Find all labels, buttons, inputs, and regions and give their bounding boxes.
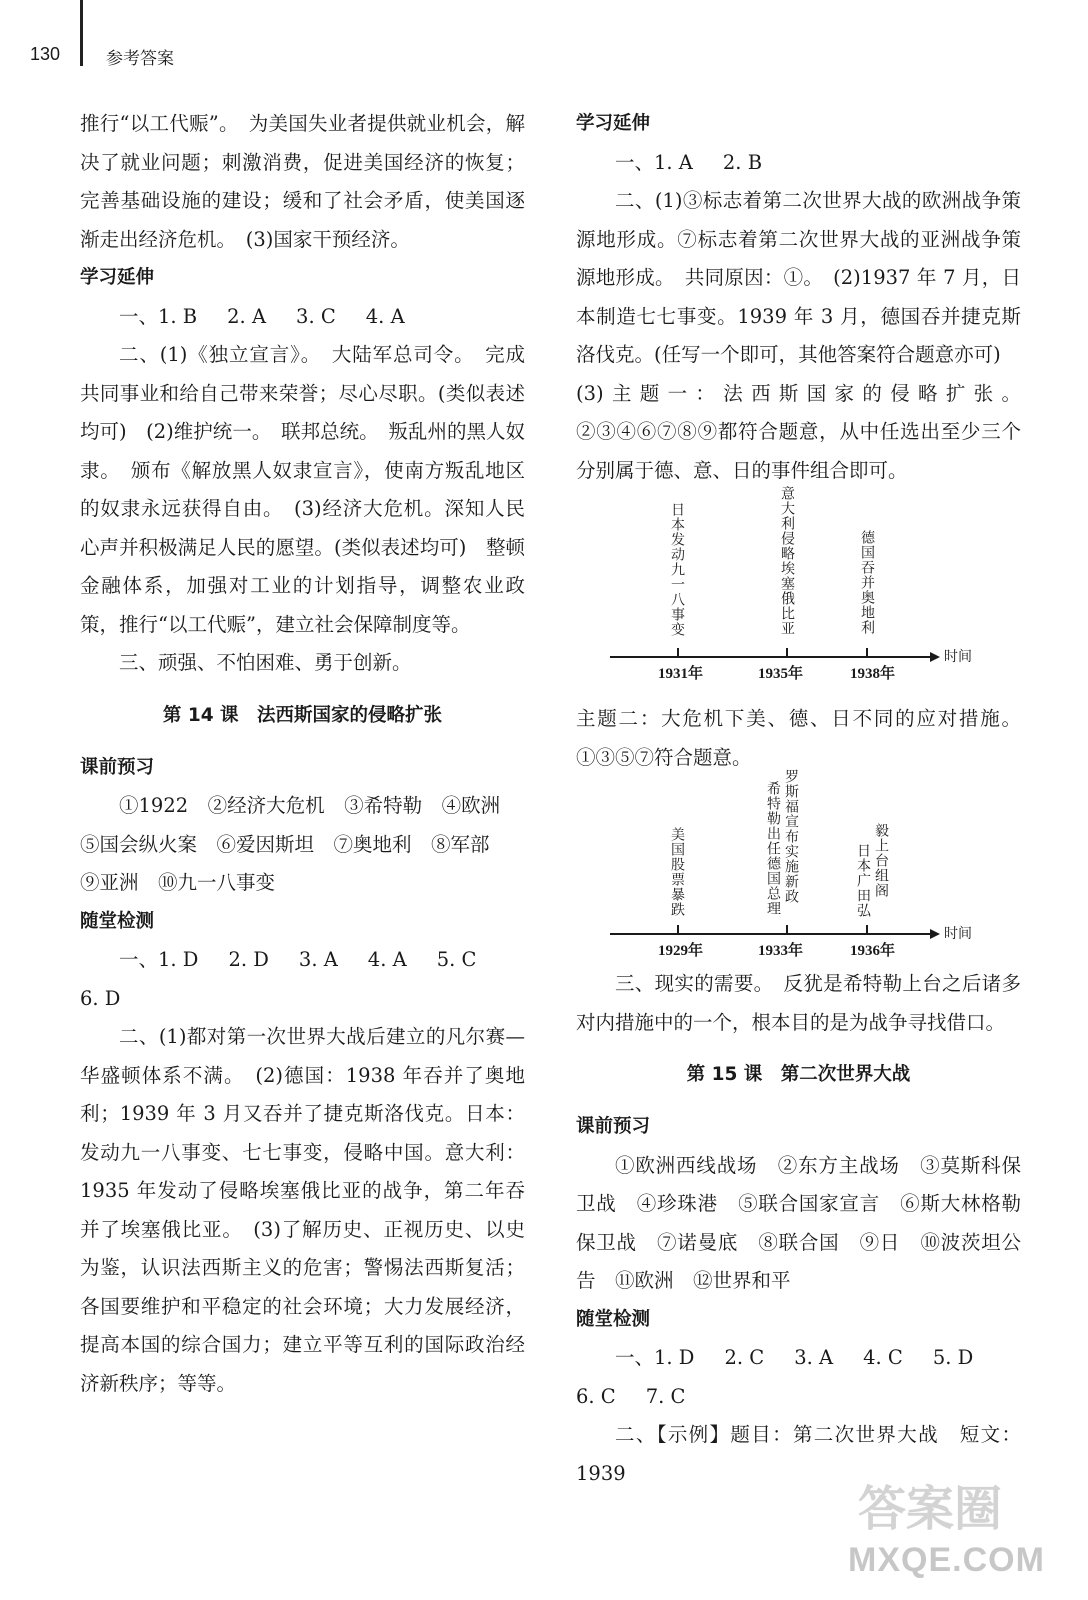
mc-answers xyxy=(576,144,1021,183)
timeline-year: 1931年 xyxy=(658,666,704,682)
mc-answer: 6. D xyxy=(80,986,121,1010)
arrow-right-icon xyxy=(930,929,940,939)
watermark-site: MXQE.COM xyxy=(848,1541,1045,1579)
answer-paragraph: 三、现实的需要。 反犹是希特勒上台之后诸多对内措施中的一个，根本目的是为战争寻找借口。 xyxy=(576,972,1021,1034)
timeline-event-label: 意大利侵略埃塞俄比亚 xyxy=(779,486,795,636)
timeline-axis xyxy=(610,656,930,658)
mc-answer: 3. A xyxy=(298,948,338,971)
timeline-event-label: 日本发动九一八事变 xyxy=(669,502,685,637)
answer-paragraph: 主题二：大危机下美、德、日不同的应对措施。①③⑤⑦符合题意。 xyxy=(576,707,1021,769)
mc-answer: 2. C xyxy=(724,1346,765,1369)
timeline-event-label: 日本广田弘 xyxy=(855,843,871,918)
timeline-event-label: 罗斯福宣布实施新政 xyxy=(783,769,799,904)
timeline-event-label: 美国股票暴跌 xyxy=(669,827,685,917)
answer-paragraph: 三、顽强、不怕困难、勇于创新。 xyxy=(119,651,412,674)
lesson-title-14: 第 14 课 法西斯国家的侵略扩张 xyxy=(162,704,443,726)
header-title: 参考答案 xyxy=(106,49,174,69)
mc-answer: 一、1. B xyxy=(119,304,198,328)
mc-answer: 2. A xyxy=(227,304,267,328)
section-heading-check: 随堂检测 xyxy=(576,1308,651,1330)
mc-answer: 4. A xyxy=(365,304,405,328)
mc-answers xyxy=(80,941,525,980)
answer-paragraph: 二、【示例】题目：第二次世界大战 短文：1939 xyxy=(576,1423,1021,1485)
answer-paragraph: (3)主题一：法西斯国家的侵略扩张。②③④⑥⑦⑧⑨都符合题意，从中任选出至少三个分别属于德、意、日的事件组合即可。 xyxy=(576,381,1021,482)
timeline-year: 1938年 xyxy=(850,666,896,682)
timeline-year: 1929年 xyxy=(658,943,704,959)
header-rule xyxy=(80,0,83,66)
mc-answer: 5. C xyxy=(436,948,477,971)
mc-answer: 一、1. A xyxy=(615,150,693,174)
page-number: 130 xyxy=(30,44,61,64)
mc-answer: 7. C xyxy=(645,1384,686,1408)
timeline-year: 1936年 xyxy=(850,943,896,959)
mc-answers xyxy=(576,1339,1021,1378)
answer-paragraph: 推行“以工代赈”。 为美国失业者提供就业机会，解决了就业问题；刺激消费，促进美国经济的恢复；完善基础设施的建设；缓和了社会矛盾，使美国逐渐走出经济危机。 (3)国家干预经济。 xyxy=(80,112,525,251)
timeline-axis-label: 时间 xyxy=(944,926,972,942)
timeline-axis xyxy=(610,933,930,935)
timeline-event-label: 德国吞并奥地利 xyxy=(859,530,875,635)
section-heading-extend: 学习延伸 xyxy=(576,113,651,134)
timeline-year: 1935年 xyxy=(758,666,804,682)
section-heading-preview: 课前预习 xyxy=(576,1116,651,1137)
watermark-logo: 答案圈 xyxy=(858,1481,1003,1537)
watermark xyxy=(848,1470,1048,1580)
timeline-aggression xyxy=(576,486,1021,700)
mc-answer: 5. D xyxy=(932,1346,974,1369)
mc-answer: 2. B xyxy=(722,150,763,174)
answer-paragraph: ①欧洲西线战场 ②东方主战场 ③莫斯科保卫战 ④珍珠港 ⑤联合国家宣言 ⑥斯大林格勒保卫战 ⑦诺曼底 ⑧联合国 ⑨日 ⑩波茨坦公告 ⑪欧洲 ⑫世界和平 xyxy=(576,1153,1021,1292)
mc-answer: 3. A xyxy=(794,1346,834,1369)
page-header xyxy=(0,0,1088,80)
mc-answer: 2. D xyxy=(228,948,269,971)
mc-answer: 一、1. D xyxy=(615,1346,695,1369)
mc-answers xyxy=(80,298,525,337)
timeline-axis-label: 时间 xyxy=(944,649,972,665)
answer-paragraph: 二、(1)都对第一次世界大战后建立的凡尔赛—华盛顿体系不满。 (2)德国：1938 年吞并了奥地利；1939 年 3 月又吞并了捷克斯洛伐克。日本：发动九一八事变、七七事变，侵略中国。意大利：1935 年发动了侵略埃塞俄比亚的战争，第二年吞并了埃塞俄比亚。 (3)了解历史、正视历史、以史为鉴，认识法西斯主义的危害；警惕法西斯复活；各国要维护和平稳定的社会环境；大力发展经济，提高本国的综合国力；建立平等互利的国际政治经济新秩序；等等。 xyxy=(80,1025,525,1395)
mc-answer: 4. A xyxy=(367,948,407,971)
mc-answer: 6. C xyxy=(576,1384,616,1408)
section-heading-preview: 课前预习 xyxy=(80,756,155,778)
left-column xyxy=(80,105,525,1403)
answer-paragraph: 二、(1)《独立宣言》。 大陆军总司令。 完成共同事业和给自己带来荣誉；尽心尽职。(类似表述均可) (2)维护统一。 联邦总统。 叛乱州的黑人奴隶。 颁布《解放黑人奴隶宣言》，使南方叛乱地区的奴隶永远获得自由。 (3)经济大危机。深知人民心声并积极满足人民的愿望。(类似表述均可) 整顿金融体系，加强对工业的计划指导，调整农业政策，推行“以工代赈”，建立社会保障制度等。 xyxy=(80,343,525,636)
section-heading-check: 随堂检测 xyxy=(80,910,155,932)
arrow-right-icon xyxy=(930,652,940,662)
lesson-title-15: 第 15 课 第二次世界大战 xyxy=(686,1064,911,1085)
timeline-crisis-response xyxy=(576,769,1021,965)
mc-answer: 4. C xyxy=(863,1346,903,1369)
right-column xyxy=(576,105,1021,1493)
timeline-event-label: 希特勒出任德国总理 xyxy=(765,781,781,916)
preview-line: ①1922 ②经济大危机 ③希特勒 ④欧洲 xyxy=(119,794,501,817)
timeline-year: 1933年 xyxy=(758,943,804,959)
answer-paragraph: 二、(1)③标志着第二次世界大战的欧洲战争策源地形成。⑦标志着第二次世界大战的亚洲战争策源地形成。 共同原因：①。 (2)1937 年 7 月，日本制造七七事变。1939 年 3 月，德国吞并捷克斯洛伐克。(任写一个即可，其他答案符合题意亦可) xyxy=(576,189,1021,366)
timeline-event-label: 毅上台组阁 xyxy=(873,823,889,898)
preview-line: ⑨亚洲 ⑩九一八事变 xyxy=(80,871,276,894)
mc-answer: 3. C xyxy=(296,304,336,328)
section-heading-extend: 学习延伸 xyxy=(80,267,155,288)
preview-line: ⑤国会纵火案 ⑥爱因斯坦 ⑦奥地利 ⑧军部 xyxy=(80,832,490,856)
mc-answers xyxy=(576,1378,1021,1417)
mc-answer: 一、1. D xyxy=(119,948,199,971)
